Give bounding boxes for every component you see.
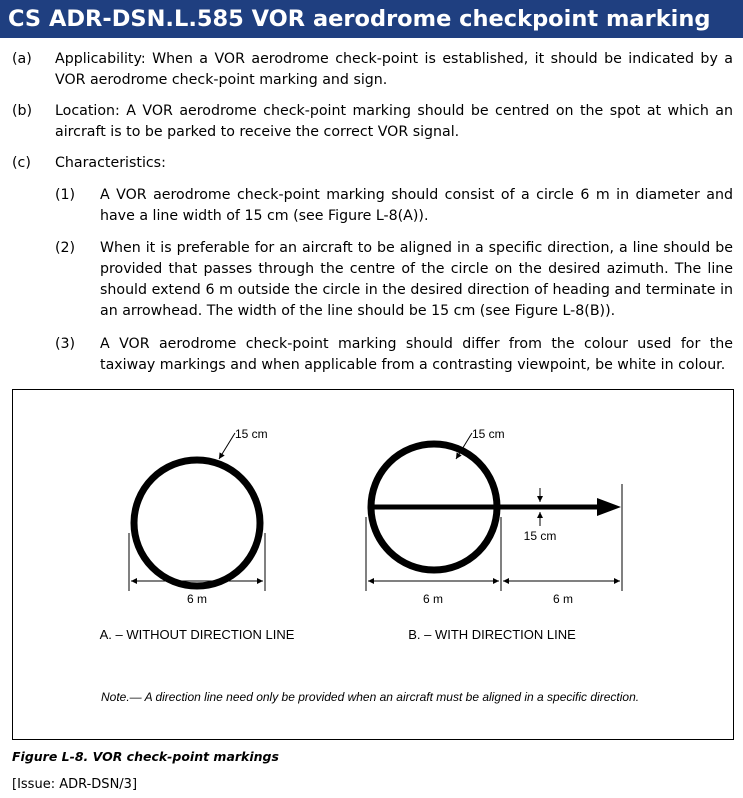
item-label-a: (a)	[12, 51, 32, 67]
checkpoint-circle-a	[134, 460, 260, 586]
diameter-label-b: 6 m	[422, 592, 444, 606]
figure-b	[366, 427, 622, 642]
width-label-b: 15 cm	[472, 427, 505, 441]
extension-label-b: 6 m	[552, 592, 574, 606]
item-label-c2: (2)	[55, 240, 76, 256]
item-text-b: Location: A VOR aerodrome check-point marking should be centred on the spot at which an aircraft is to be parked to receive the correct VOR signal.	[55, 103, 733, 140]
width-label-a: 15 cm	[235, 427, 268, 441]
item-label-c: (c)	[12, 155, 31, 171]
item-text-c2: When it is preferable for an aircraft to be aligned in a specific direction, a line should be provided that passes through the centre of the circle on the desired azimuth. The line should extend 6 m outside the circle in the desired direction of heading and terminate in an arrowhead. The width of the line should be 15 cm (see Figure L-8(B)).	[100, 240, 733, 319]
figure-caption: Figure L-8. VOR check-point markings	[12, 749, 279, 764]
width-pointer-a	[219, 433, 235, 459]
item-label-c3: (3)	[55, 336, 76, 352]
item-text-c: Characteristics:	[55, 155, 166, 171]
item-label-c1: (1)	[55, 187, 76, 203]
direction-arrowhead	[597, 498, 621, 516]
page-title: CS ADR-DSN.L.585 VOR aerodrome checkpoint marking	[0, 0, 743, 38]
item-text-c1: A VOR aerodrome check-point marking should consist of a circle 6 m in diameter and have a line width of 15 cm (see Figure L-8(A)).	[100, 187, 733, 224]
item-text-a: Applicability: When a VOR aerodrome check-point is established, it should be indicated by a VOR aerodrome check-point marking and sign.	[55, 51, 733, 88]
figure-l8	[12, 389, 734, 740]
issue-reference: [Issue: ADR-DSN/3]	[12, 777, 138, 792]
diameter-label-a: 6 m	[186, 592, 208, 606]
caption-a: A. – WITHOUT DIRECTION LINE	[99, 627, 295, 642]
line-width-label-b: 15 cm	[523, 529, 557, 543]
item-label-b: (b)	[12, 103, 33, 119]
figure-a	[100, 427, 295, 642]
figure-diagram	[13, 390, 733, 739]
item-text-c3: A VOR aerodrome check-point marking should differ from the colour used for the taxiway markings and when applicable from a contrasting viewpoint, be white in colour.	[100, 336, 733, 373]
figure-note: Note.— A direction line need only be provided when an aircraft must be aligned in a specific direction.	[101, 690, 640, 704]
caption-b: B. – WITH DIRECTION LINE	[408, 627, 576, 642]
